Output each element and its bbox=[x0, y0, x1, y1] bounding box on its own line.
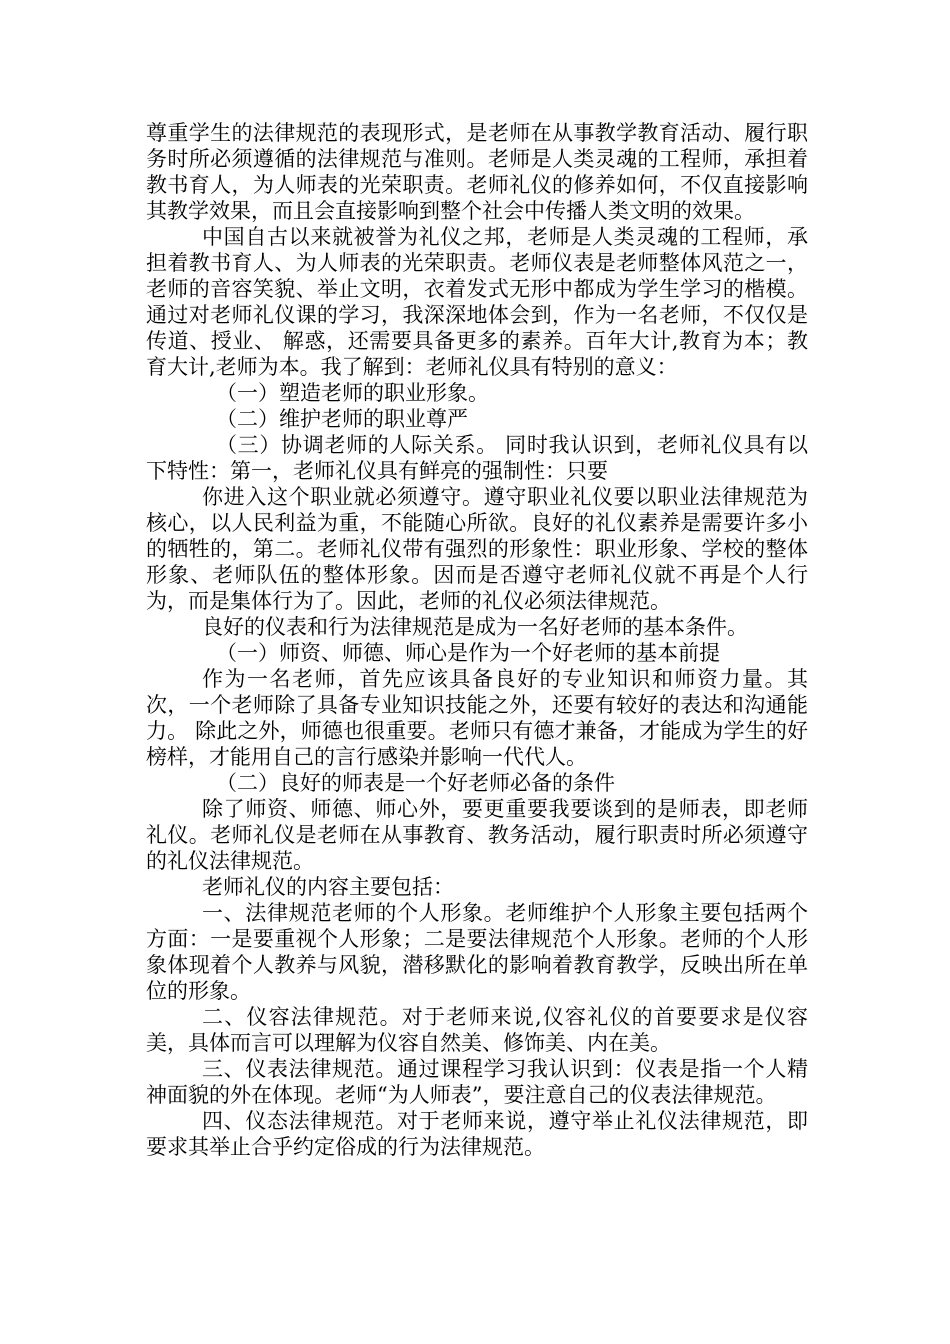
paragraph-1: 尊重学生的法律规范的表现形式，是老师在从事教学教育活动、履行职务时所必须遵循的法律规范与准则。老师是人类灵魂的工程师，承担着教书育人，为人师表的光荣职责。老师礼仪的修养如何，不仅直接影响其教学效果，而且会直接影响到整个社会中传播人类文明的效果。 bbox=[146, 121, 808, 223]
section-heading-2: 老师礼仪的内容主要包括： bbox=[202, 875, 454, 899]
paragraph-3: 你进入这个职业就必须遵守。遵守职业礼仪要以职业法律规范为核心，以人民利益为重，不能随心所欲。良好的礼仪素养是需要许多小的牺牲的，第二。老师礼仪带有强烈的形象性：职业形象、学校的整体形象、老师队伍的整体形象。因而是否遵守老师礼仪就不再是个人行为，而是集体行为了。因此，老师的礼仪必须法律规范。 bbox=[146, 485, 808, 613]
paragraph-5: 除了师资、师德、师心外，要更重要我要谈到的是师表，即老师礼仪。老师礼仪是老师在从事教育、教务活动，履行职责时所必须遵守的礼仪法律规范。 bbox=[146, 797, 808, 873]
paragraph-7: 二、仪容法律规范。对于老师来说,仪容礼仪的首要要求是仪容美，具体而言可以理解为仪容自然美、修饰美、内在美。 bbox=[146, 1005, 808, 1055]
list-item-3: （三）协调老师的人际关系。 同时我认识到，老师礼仪具有以下特性：第一，老师礼仪具有鲜亮的强制性：只要 bbox=[146, 433, 808, 483]
paragraph-8: 三、仪表法律规范。通过课程学习我认识到：仪表是指一个人精神面貌的外在体现。老师“为人师表”，要注意自己的仪表法律规范。 bbox=[146, 1057, 808, 1107]
paragraph-4: 作为一名老师，首先应该具备良好的专业知识和师资力量。其次，一个老师除了具备专业知识技能之外，还要有较好的表达和沟通能力。 除此之外，师德也很重要。老师只有德才兼备，才能成为学生的好榜样，才能用自己的言行感染并影响一代代人。 bbox=[146, 667, 808, 769]
document-body bbox=[146, 120, 808, 1160]
section-heading-1: 良好的仪表和行为法律规范是成为一名好老师的基本条件。 bbox=[202, 615, 748, 639]
list-item-1: （一）塑造老师的职业形象。 bbox=[216, 381, 489, 405]
list-item-2: （二）维护老师的职业尊严 bbox=[216, 407, 468, 431]
paragraph-9: 四、仪态法律规范。对于老师来说，遵守举止礼仪法律规范，即要求其举止合乎约定俗成的行为法律规范。 bbox=[146, 1109, 808, 1159]
subsection-heading-2: （二）良好的师表是一个好老师必备的条件 bbox=[216, 771, 615, 795]
paragraph-2: 中国自古以来就被誉为礼仪之邦，老师是人类灵魂的工程师，承担着教书育人、为人师表的光荣职责。老师仪表是老师整体风范之一，老师的音容笑貌、举止文明，衣着发式无形中都成为学生学习的楷模。 通过对老师礼仪课的学习，我深深地体会到，作为一名老师，不仅仅是传道、授业、 解惑，还需要具备更多的素养。百年大计,教育为本；教育大计,老师为本。我了解到：老师礼仪具有特别的意义： bbox=[146, 225, 808, 379]
paragraph-6: 一、法律规范老师的个人形象。老师维护个人形象主要包括两个方面：一是要重视个人形象；二是要法律规范个人形象。老师的个人形象体现着个人教养与风貌，潜移默化的影响着教育教学，反映出所在单位的形象。 bbox=[146, 901, 808, 1003]
subsection-heading-1: （一）师资、师德、师心是作为一个好老师的基本前提 bbox=[216, 641, 720, 665]
